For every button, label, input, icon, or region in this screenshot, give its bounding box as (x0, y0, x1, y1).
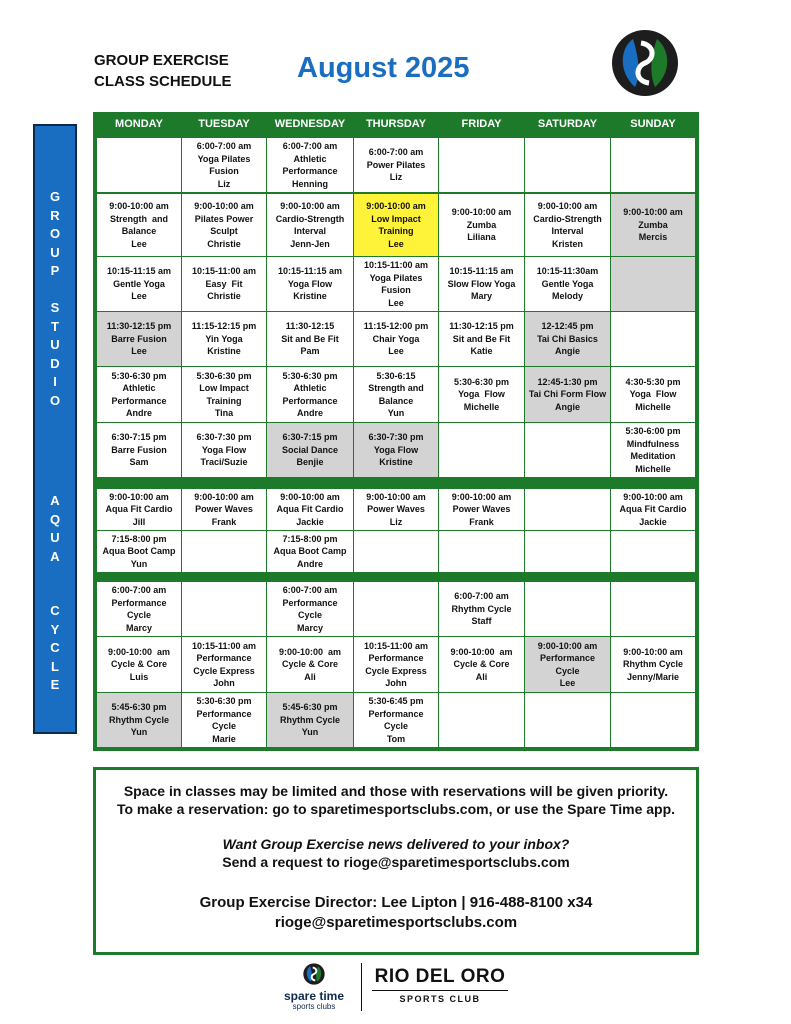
footer-logo-icon (303, 963, 325, 985)
class-name-line: Zumba (638, 219, 668, 230)
class-cell-group-studio-saturday-row5 (525, 367, 610, 422)
class-cell-group-studio-thursday-row5 (354, 367, 438, 422)
day-header-thursday: THURSDAY (365, 118, 427, 130)
class-instructor: Kristine (207, 346, 241, 357)
class-name-line: Strength and (368, 383, 424, 393)
class-instructor: Frank (211, 516, 237, 527)
class-cell-cycle-wednesday-row3 (267, 693, 353, 747)
class-name-line: Interval (551, 226, 584, 236)
class-name-line: Slow Flow Yoga (447, 278, 516, 289)
class-time: 9:00-10:00 am (280, 201, 340, 211)
class-cell-aqua-saturday-row2 (525, 531, 610, 572)
day-header-wednesday: WEDNESDAY (274, 118, 346, 130)
class-name-line: Cycle & Core (281, 659, 339, 670)
class-cell-cycle-sunday-row2 (611, 637, 695, 692)
class-time: 11:30-12:15 pm (449, 321, 514, 332)
class-name-line: Yoga Flow (629, 389, 677, 400)
class-time: 5:30-6:30 pm (453, 376, 510, 387)
class-instructor: Jenn-Jen (290, 238, 330, 249)
class-time: 6:00-7:00 am (282, 141, 338, 151)
class-cell-cycle-friday-row3 (439, 693, 524, 747)
class-cell-group-studio-saturday-row4 (525, 312, 610, 366)
class-name-line: Yoga Pilates (369, 272, 423, 283)
class-cell-aqua-thursday-row2 (354, 531, 438, 572)
class-time: 9:00-10:00 am (623, 491, 683, 502)
class-instructor: Pam (300, 346, 320, 357)
class-name-line: Training (378, 226, 414, 236)
class-name-line: Training (206, 395, 242, 406)
class-time: 10:15-11:15 am (449, 266, 514, 277)
class-instructor: Jackie (639, 516, 667, 527)
class-instructor: John (385, 678, 407, 688)
class-cell-group-studio-tuesday-row6 (182, 423, 266, 477)
class-cell-group-studio-tuesday-row5 (182, 367, 266, 422)
class-time: 5:30-6:30 pm (196, 370, 252, 381)
class-name-line: Performance (539, 653, 596, 663)
class-time: 6:00-7:00 am (282, 585, 338, 595)
class-name-line: Cardio-Strength (275, 213, 345, 224)
class-time: 9:00-10:00 am (537, 201, 598, 211)
class-time: 6:00-7:00 am (368, 147, 424, 158)
class-instructor: Melody (551, 291, 583, 302)
class-time: 5:45-6:30 pm (111, 702, 167, 713)
class-name-line: Mindfulness (626, 438, 680, 449)
class-cell-group-studio-wednesday-row3 (267, 257, 353, 311)
class-name-line: Cycle Express (365, 665, 427, 676)
category-sidebar (33, 124, 77, 734)
class-name-line: Gentle Yoga (541, 278, 594, 289)
class-cell-group-studio-sunday-row3 (611, 257, 695, 311)
class-cell-aqua-tuesday-row2 (182, 531, 266, 572)
info-reservation-text: To make a reservation: go to sparetimesportsclubs.com, or use the Spare Time app. (116, 801, 676, 817)
class-name-line: Yoga Flow (201, 444, 247, 455)
class-cell-aqua-sunday-row1 (611, 489, 695, 530)
class-instructor: Frank (469, 516, 494, 527)
class-name-line: Easy Fit (205, 278, 243, 289)
class-cell-cycle-thursday-row2 (354, 637, 438, 692)
class-instructor: Traci/Suzie (200, 457, 248, 468)
class-instructor: Mary (470, 291, 492, 302)
class-cell-group-studio-tuesday-row1 (182, 138, 266, 192)
class-name-line: Power Waves (367, 504, 425, 515)
class-cell-group-studio-tuesday-row3 (182, 257, 266, 311)
class-cell-cycle-tuesday-row2 (182, 637, 266, 692)
class-cell-group-studio-thursday-row2 (354, 194, 438, 256)
class-instructor: Yun (387, 408, 405, 418)
class-time: 9:00-10:00 am (107, 646, 171, 657)
class-name-line: Fusion (381, 285, 411, 295)
class-cell-group-studio-wednesday-row5 (267, 367, 353, 422)
class-cell-group-studio-saturday-row3 (525, 257, 610, 311)
class-cell-group-studio-monday-row1 (97, 138, 181, 192)
class-time: 9:00-10:00 am (451, 491, 512, 502)
class-cell-group-studio-thursday-row4 (354, 312, 438, 366)
class-instructor: Andre (296, 408, 323, 418)
class-cell-group-studio-saturday-row1 (525, 138, 610, 192)
class-cell-cycle-tuesday-row1 (182, 582, 266, 636)
class-cell-cycle-wednesday-row1 (267, 582, 353, 636)
class-instructor: Lee (131, 346, 147, 357)
class-instructor: Lee (559, 678, 576, 688)
class-time: 5:30-6:30 pm (282, 370, 338, 381)
schedule-title: GROUP EXERCISE CLASS SCHEDULE (94, 52, 232, 90)
sidebar-cycle-label: C Y C L E (50, 603, 60, 692)
class-cell-group-studio-wednesday-row1 (267, 138, 353, 192)
class-instructor: Luis (129, 671, 149, 682)
class-time: 5:30-6:15 (376, 370, 416, 381)
class-instructor: Marcy (296, 622, 323, 633)
class-name-line: Performance (111, 395, 167, 406)
info-news-text: Want Group Exercise news delivered to your inbox? (222, 836, 570, 852)
class-time: 11:15-12:00 pm (363, 321, 429, 332)
class-name-line: Sit and Be Fit (281, 333, 339, 344)
footer-brand: spare time (283, 989, 345, 1003)
class-name-line: Rhythm Cycle (108, 714, 170, 725)
footer-club-sub: SPORTS CLUB (399, 994, 481, 1004)
class-name-line: Cycle Express (193, 665, 255, 676)
class-name-line: Pilates Power (194, 213, 254, 224)
class-time: 5:30-6:30 pm (111, 370, 167, 381)
class-cell-group-studio-friday-row5 (439, 367, 524, 422)
class-cell-group-studio-thursday-row1 (354, 138, 438, 192)
class-instructor: Ali (475, 671, 488, 682)
class-name-line: Yoga Flow (373, 444, 419, 455)
class-name-line: Sit and Be Fit (452, 333, 511, 344)
class-cell-cycle-sunday-row1 (611, 582, 695, 636)
class-name-line: Yin Yoga (205, 333, 243, 344)
class-time: 5:30-6:30 pm (196, 696, 252, 706)
info-priority-text: Space in classes may be limited and those with reservations will be given priority. (123, 783, 669, 799)
class-name-line: Interval (293, 226, 326, 236)
class-instructor: Andre (296, 558, 323, 569)
class-cell-group-studio-wednesday-row2 (267, 194, 353, 256)
class-instructor: Lee (131, 238, 147, 249)
day-header-tuesday: TUESDAY (198, 118, 250, 130)
class-name-line: Cycle & Core (110, 659, 168, 670)
class-cell-group-studio-sunday-row6 (611, 423, 695, 477)
class-name-line: Zumba (466, 219, 497, 230)
class-instructor: Michelle (635, 463, 671, 474)
class-instructor: Liz (389, 516, 403, 527)
class-cell-aqua-monday-row2 (97, 531, 181, 572)
class-name-line: Athletic (293, 383, 327, 393)
footer-spare-time-logo (282, 963, 346, 1011)
class-instructor: Jenny/Marie (626, 671, 680, 682)
class-instructor: Yun (130, 727, 148, 738)
class-cell-aqua-friday-row2 (439, 531, 524, 572)
class-time: 9:00-10:00 am (623, 207, 683, 218)
class-instructor: Lee (388, 346, 404, 357)
class-instructor: Lee (388, 238, 404, 249)
class-name-line: Aqua Boot Camp (102, 546, 176, 557)
class-cell-aqua-sunday-row2 (611, 531, 695, 572)
class-cell-group-studio-thursday-row6 (354, 423, 438, 477)
class-cell-group-studio-monday-row5 (97, 367, 181, 422)
class-name-line: Strength and (110, 213, 168, 224)
class-cell-cycle-saturday-row3 (525, 693, 610, 747)
sidebar-group-studio-label: G R O U P S T U D I O (49, 189, 61, 408)
class-instructor: Sam (129, 457, 149, 468)
info-box (93, 767, 699, 955)
class-time: 10:15-11:00 am (363, 640, 429, 651)
class-name-line: Performance (282, 597, 338, 608)
class-time: 9:00-10:00 am (278, 646, 342, 657)
class-cell-group-studio-wednesday-row4 (267, 312, 353, 366)
class-cell-cycle-sunday-row3 (611, 693, 695, 747)
day-header-monday: MONDAY (115, 118, 163, 130)
class-instructor: John (213, 678, 235, 688)
class-time: 9:00-10:00 am (280, 491, 340, 502)
class-instructor: Henning (292, 178, 328, 189)
class-instructor: Lee (131, 291, 147, 302)
class-cell-cycle-friday-row1 (439, 582, 524, 636)
class-cell-aqua-saturday-row1 (525, 489, 610, 530)
class-cell-aqua-tuesday-row1 (182, 489, 266, 530)
class-time: 6:00-7:00 am (196, 141, 252, 151)
class-time: 9:00-10:00 am (366, 491, 426, 502)
class-time: 9:00-10:00 am (450, 646, 513, 657)
class-cell-group-studio-friday-row1 (439, 138, 524, 192)
class-instructor: Staff (471, 616, 492, 627)
class-name-line: Cycle (126, 610, 152, 620)
class-name-line: Performance (368, 708, 424, 719)
class-name-line: Rhythm Cycle (451, 603, 512, 614)
footer-club-name: RIO DEL ORO (372, 966, 508, 991)
class-cell-aqua-friday-row1 (439, 489, 524, 530)
class-instructor: Kristen (551, 238, 583, 249)
class-name-line: Cycle (297, 610, 323, 620)
class-cell-aqua-thursday-row1 (354, 489, 438, 530)
info-request-text: Send a request to rioge@sparetimesportsclubs.com (222, 854, 570, 870)
class-instructor: Angie (554, 346, 580, 357)
class-time: 6:30-7:30 pm (368, 432, 424, 443)
class-instructor: Christie (207, 238, 241, 249)
class-time: 5:30-6:45 pm (368, 696, 424, 706)
class-time: 10:15-11:15 am (277, 266, 343, 277)
class-time: 6:30-7:15 pm (282, 432, 338, 443)
class-name-line: Aqua Fit Cardio (619, 504, 687, 515)
class-name-line: Power Waves (452, 504, 511, 515)
class-time: 11:30-12:15 (285, 321, 335, 332)
sidebar-aqua-label: A Q U A (49, 493, 61, 564)
class-time: 9:00-10:00 am (194, 201, 254, 211)
class-time: 5:45-6:30 pm (282, 702, 338, 713)
class-instructor: Jill (132, 516, 146, 527)
class-cell-aqua-monday-row1 (97, 489, 181, 530)
class-cell-group-studio-sunday-row4 (611, 312, 695, 366)
class-cell-cycle-saturday-row2 (525, 637, 610, 692)
class-cell-aqua-wednesday-row2 (267, 531, 353, 572)
class-name-line: Performance (111, 597, 167, 608)
class-instructor: Ali (304, 671, 316, 682)
class-time: 7:15-8:00 pm (282, 533, 338, 544)
class-cell-group-studio-wednesday-row6 (267, 423, 353, 477)
class-time: 4:30-5:30 pm (625, 376, 681, 387)
class-cell-group-studio-monday-row3 (97, 257, 181, 311)
class-cell-cycle-friday-row2 (439, 637, 524, 692)
class-name-line: Barre Fusion (111, 333, 167, 344)
class-name-line: Gentle Yoga (113, 278, 165, 289)
class-time: 11:30-12:15 pm (106, 321, 172, 332)
class-instructor: Michelle (635, 401, 671, 412)
class-name-line: Rhythm Cycle (622, 659, 684, 670)
class-name-line: Cycle (383, 721, 409, 731)
info-director-text: Group Exercise Director: Lee Lipton | 916-488-8100 x34 (199, 894, 593, 911)
class-name-line: Performance (282, 395, 338, 406)
class-name-line: Social Dance (281, 444, 339, 455)
class-cell-group-studio-friday-row4 (439, 312, 524, 366)
class-name-line: Fusion (209, 166, 239, 176)
class-cell-group-studio-friday-row2 (439, 194, 524, 256)
class-time: 10:15-11:00 am (191, 640, 257, 651)
class-name-line: Athletic (122, 383, 156, 393)
class-cell-group-studio-tuesday-row4 (182, 312, 266, 366)
class-name-line: Cycle (211, 721, 237, 731)
class-name-line: Tai Chi Basics (537, 333, 598, 344)
class-instructor: Michelle (463, 401, 500, 412)
class-cell-group-studio-friday-row6 (439, 423, 524, 477)
class-instructor: Jackie (296, 516, 324, 527)
class-cell-group-studio-sunday-row1 (611, 138, 695, 192)
class-time: 9:00-10:00 am (109, 491, 169, 502)
class-instructor: Lee (388, 297, 404, 308)
class-name-line: Performance (368, 653, 424, 663)
class-instructor: Kristine (379, 457, 413, 468)
class-time: 6:30-7:15 pm (111, 432, 167, 443)
class-cell-group-studio-saturday-row2 (525, 194, 610, 256)
class-instructor: Benjie (296, 457, 324, 468)
class-name-line: Performance (196, 708, 252, 719)
class-instructor: Tom (386, 733, 406, 744)
class-instructor: Tina (214, 408, 234, 418)
class-time: 7:15-8:00 pm (111, 533, 167, 544)
class-time: 9:00-10:00 am (109, 201, 169, 211)
class-cell-cycle-monday-row2 (97, 637, 181, 692)
class-name-line: Cycle & Core (453, 659, 510, 670)
footer-brand-sub: sports clubs (292, 1002, 336, 1011)
class-instructor: Yun (130, 558, 148, 569)
footer-club-logo (372, 966, 508, 1004)
class-name-line: Cardio-Strength (533, 213, 602, 224)
class-time: 12:45-1:30 pm (537, 376, 598, 387)
day-header-sunday: SUNDAY (630, 118, 676, 130)
class-cell-group-studio-sunday-row2 (611, 194, 695, 256)
day-header-friday: FRIDAY (461, 118, 502, 130)
class-cell-cycle-monday-row1 (97, 582, 181, 636)
class-instructor: Liz (217, 178, 231, 189)
class-instructor: Katie (470, 346, 493, 357)
class-name-line: Chair Yoga (372, 333, 420, 344)
class-cell-cycle-thursday-row3 (354, 693, 438, 747)
class-instructor: Marie (212, 733, 236, 744)
class-cell-group-studio-monday-row4 (97, 312, 181, 366)
class-name-line: Rhythm Cycle (279, 714, 341, 725)
class-instructor: Marcy (125, 622, 152, 633)
class-name-line: Power Pilates (366, 159, 426, 170)
month-title: August 2025 (297, 52, 470, 84)
day-header-saturday: SATURDAY (537, 118, 598, 130)
footer-divider (361, 963, 362, 1011)
class-time: 9:00-10:00 am (537, 640, 598, 651)
class-time: 9:00-10:00 am (451, 207, 512, 218)
class-time: 9:00-10:00 am (366, 201, 426, 211)
class-name-line: Performance (196, 653, 252, 663)
class-name-line: Aqua Fit Cardio (276, 504, 344, 515)
schedule-table (93, 112, 699, 751)
class-name-line: Yoga Flow (458, 389, 505, 400)
class-instructor: Liz (389, 172, 403, 183)
class-name-line: Sculpt (210, 226, 238, 236)
class-cell-group-studio-tuesday-row2 (182, 194, 266, 256)
class-instructor: Liliana (467, 232, 496, 243)
class-name-line: Yoga Pilates (197, 153, 251, 164)
class-cell-aqua-wednesday-row1 (267, 489, 353, 530)
class-instructor: Angie (554, 401, 580, 412)
class-name-line: Aqua Boot Camp (273, 546, 347, 557)
class-name-line: Athletic (293, 153, 327, 164)
class-name-line: Balance (378, 395, 414, 406)
class-time: 6:30-7:30 pm (196, 432, 252, 443)
class-time: 10:15-11:00 am (363, 260, 429, 270)
class-instructor: Mercis (638, 232, 668, 243)
class-cell-group-studio-thursday-row3 (354, 257, 438, 311)
class-time: 5:30-6:00 pm (625, 426, 681, 436)
class-cell-cycle-thursday-row1 (354, 582, 438, 636)
class-name-line: Balance (121, 226, 157, 236)
class-name-line: Meditation (630, 451, 676, 461)
class-cell-cycle-tuesday-row3 (182, 693, 266, 747)
class-time: 9:00-10:00 am (194, 491, 254, 502)
class-time: 6:00-7:00 am (111, 585, 167, 595)
class-time: 6:00-7:00 am (454, 591, 509, 602)
class-instructor: Andre (125, 408, 152, 418)
class-name-line: Tai Chi Form Flow (528, 389, 607, 400)
class-cell-group-studio-monday-row2 (97, 194, 181, 256)
class-cell-cycle-monday-row3 (97, 693, 181, 747)
class-time: 9:00-10:00 am (623, 646, 683, 657)
class-instructor: Kristine (293, 291, 327, 302)
class-time: 11:15-12:15 pm (191, 321, 257, 332)
class-cell-group-studio-saturday-row6 (525, 423, 610, 477)
class-name-line: Aqua Fit Cardio (105, 504, 173, 515)
class-name-line: Barre Fusion (111, 444, 167, 455)
info-email-text: rioge@sparetimesportsclubs.com (274, 914, 518, 931)
spare-time-logo-icon (611, 29, 679, 97)
class-time: 10:15-11:15 am (106, 266, 172, 277)
class-cell-group-studio-monday-row6 (97, 423, 181, 477)
class-instructor: Yun (301, 727, 319, 738)
class-name-line: Performance (282, 166, 338, 176)
class-name-line: Cycle (555, 665, 580, 676)
class-name-line: Low Impact (371, 213, 421, 224)
class-cell-cycle-saturday-row1 (525, 582, 610, 636)
class-cell-cycle-wednesday-row2 (267, 637, 353, 692)
class-instructor: Christie (207, 291, 241, 302)
class-time: 10:15-11:00 am (191, 266, 257, 277)
class-cell-group-studio-sunday-row5 (611, 367, 695, 422)
class-name-line: Power Waves (195, 504, 253, 515)
class-time: 12-12:45 pm (541, 321, 594, 332)
class-time: 10:15-11:30am (536, 266, 599, 277)
class-name-line: Yoga Flow (287, 278, 333, 289)
class-cell-group-studio-friday-row3 (439, 257, 524, 311)
class-name-line: Low Impact (199, 383, 249, 393)
